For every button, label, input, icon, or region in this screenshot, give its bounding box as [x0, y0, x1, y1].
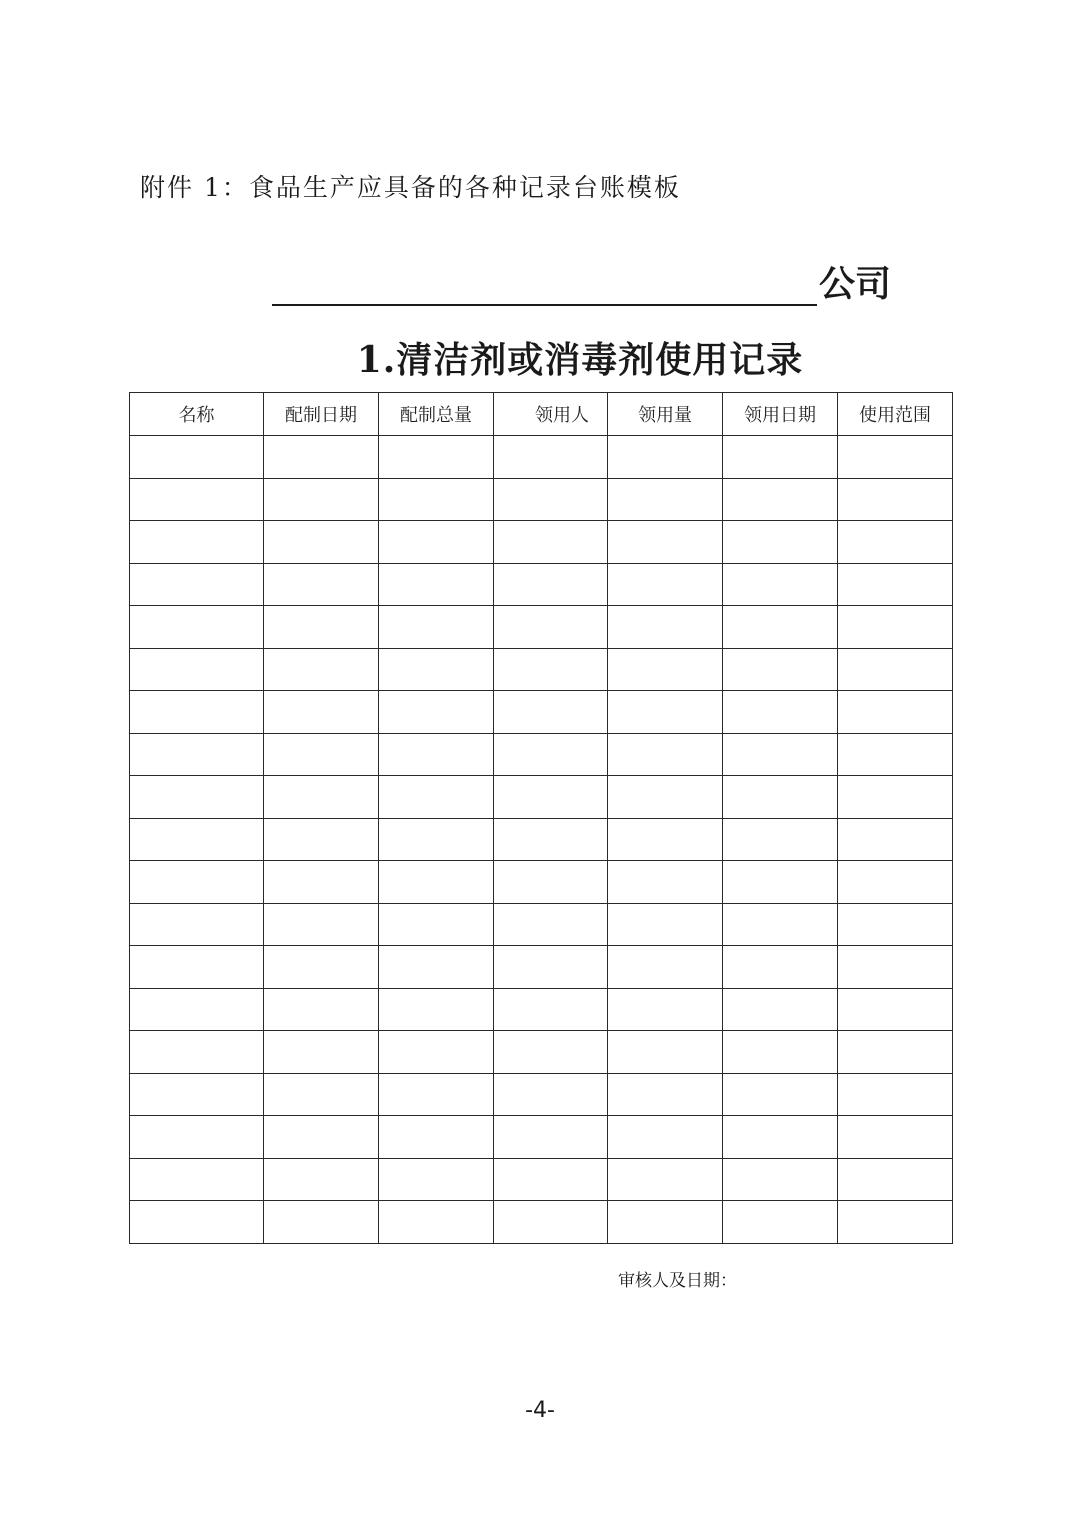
table-cell[interactable] — [130, 1201, 264, 1244]
table-cell[interactable] — [838, 1158, 953, 1201]
table-cell[interactable] — [608, 776, 723, 819]
table-cell[interactable] — [723, 563, 838, 606]
table-cell[interactable] — [608, 1201, 723, 1244]
table-cell[interactable] — [379, 1031, 494, 1074]
table-cell[interactable] — [608, 1116, 723, 1159]
table-cell[interactable] — [608, 691, 723, 734]
table-cell[interactable] — [723, 861, 838, 904]
table-cell[interactable] — [379, 606, 494, 649]
table-cell[interactable] — [264, 691, 379, 734]
page-number: -4- — [525, 1398, 555, 1423]
table-cell[interactable] — [264, 478, 379, 521]
table-row — [130, 903, 953, 946]
table-cell[interactable] — [608, 903, 723, 946]
table-cell[interactable] — [264, 1031, 379, 1074]
column-header-quantity: 领用量 — [608, 393, 723, 436]
table-row — [130, 1073, 953, 1116]
table-cell[interactable] — [379, 988, 494, 1031]
table-cell[interactable] — [838, 563, 953, 606]
table-cell[interactable] — [379, 733, 494, 776]
table-cell[interactable] — [494, 648, 608, 691]
table-cell[interactable] — [608, 1031, 723, 1074]
table-cell[interactable] — [130, 818, 264, 861]
table-cell[interactable] — [723, 606, 838, 649]
table-cell[interactable] — [264, 988, 379, 1031]
table-body — [130, 436, 953, 1244]
table-cell[interactable] — [379, 648, 494, 691]
table-cell[interactable] — [838, 988, 953, 1031]
table-cell[interactable] — [379, 691, 494, 734]
table-row — [130, 1116, 953, 1159]
column-header-usage-scope: 使用范围 — [838, 393, 953, 436]
table-cell[interactable] — [130, 1116, 264, 1159]
table-header-row — [130, 393, 953, 436]
table-cell[interactable] — [494, 733, 608, 776]
table-cell[interactable] — [379, 1073, 494, 1116]
table-cell[interactable] — [723, 818, 838, 861]
table-cell[interactable] — [264, 1201, 379, 1244]
table-cell[interactable] — [379, 1116, 494, 1159]
column-header-prep-total: 配制总量 — [379, 393, 494, 436]
table-cell[interactable] — [264, 1116, 379, 1159]
table-cell[interactable] — [608, 478, 723, 521]
table-cell[interactable] — [494, 818, 608, 861]
table-cell[interactable] — [264, 521, 379, 564]
table-cell[interactable] — [130, 691, 264, 734]
table-cell[interactable] — [838, 521, 953, 564]
table-cell[interactable] — [723, 988, 838, 1031]
table-cell[interactable] — [494, 903, 608, 946]
table-cell[interactable] — [379, 776, 494, 819]
column-header-recipient: 领用人 — [494, 393, 608, 436]
table-cell[interactable] — [838, 606, 953, 649]
table-row — [130, 818, 953, 861]
usage-record-table — [129, 392, 953, 1244]
table-cell[interactable] — [838, 436, 953, 479]
table-cell[interactable] — [494, 606, 608, 649]
table-cell[interactable] — [264, 606, 379, 649]
table-cell[interactable] — [130, 1031, 264, 1074]
company-name-line — [272, 262, 891, 306]
table-cell[interactable] — [723, 648, 838, 691]
table-cell[interactable] — [838, 733, 953, 776]
table-cell[interactable] — [264, 733, 379, 776]
table-row — [130, 521, 953, 564]
table-cell[interactable] — [379, 903, 494, 946]
table-cell[interactable] — [264, 818, 379, 861]
table-cell[interactable] — [379, 1201, 494, 1244]
table-cell[interactable] — [494, 691, 608, 734]
table-cell[interactable] — [723, 436, 838, 479]
table-cell[interactable] — [379, 946, 494, 989]
table-row — [130, 436, 953, 479]
company-suffix: 公司 — [819, 263, 892, 305]
table-cell[interactable] — [838, 1201, 953, 1244]
reviewer-date-label: 审核人及日期： — [618, 1271, 737, 1291]
table-cell[interactable] — [494, 988, 608, 1031]
table-cell[interactable] — [723, 1116, 838, 1159]
table-cell[interactable] — [723, 733, 838, 776]
table-cell[interactable] — [264, 563, 379, 606]
column-header-prep-date: 配制日期 — [264, 393, 379, 436]
column-header-collect-date: 领用日期 — [723, 393, 838, 436]
table-cell[interactable] — [608, 606, 723, 649]
company-name-blank[interactable] — [272, 264, 817, 306]
table-cell[interactable] — [264, 648, 379, 691]
table-cell[interactable] — [608, 1158, 723, 1201]
table-cell[interactable] — [130, 776, 264, 819]
table-cell[interactable] — [838, 776, 953, 819]
table-cell[interactable] — [608, 861, 723, 904]
table-row — [130, 1031, 953, 1074]
table-row — [130, 648, 953, 691]
table-cell[interactable] — [494, 563, 608, 606]
table-cell[interactable] — [723, 521, 838, 564]
table-cell[interactable] — [264, 1073, 379, 1116]
table-cell[interactable] — [494, 1116, 608, 1159]
table-cell[interactable] — [608, 521, 723, 564]
table-row — [130, 946, 953, 989]
table-cell[interactable] — [838, 691, 953, 734]
table-cell[interactable] — [379, 478, 494, 521]
table-cell[interactable] — [130, 606, 264, 649]
table-cell[interactable] — [723, 1073, 838, 1116]
attachment-heading: 附件 1：食品生产应具备的各种记录台账模板 — [140, 173, 681, 202]
table-cell[interactable] — [838, 861, 953, 904]
table-cell[interactable] — [379, 521, 494, 564]
table-cell[interactable] — [608, 818, 723, 861]
table-cell[interactable] — [608, 563, 723, 606]
table-cell[interactable] — [723, 1031, 838, 1074]
table-cell[interactable] — [838, 1073, 953, 1116]
table-cell[interactable] — [494, 478, 608, 521]
table-cell[interactable] — [130, 861, 264, 904]
table-cell[interactable] — [130, 1073, 264, 1116]
table-cell[interactable] — [130, 733, 264, 776]
column-header-name: 名称 — [130, 393, 264, 436]
table-cell[interactable] — [838, 946, 953, 989]
table-cell[interactable] — [494, 1031, 608, 1074]
table-row — [130, 1201, 953, 1244]
table-cell[interactable] — [838, 1116, 953, 1159]
table-cell[interactable] — [608, 648, 723, 691]
table-cell[interactable] — [838, 1031, 953, 1074]
table-cell[interactable] — [494, 1073, 608, 1116]
table-row — [130, 988, 953, 1031]
table-cell[interactable] — [838, 903, 953, 946]
table-row — [130, 733, 953, 776]
table-cell[interactable] — [264, 946, 379, 989]
table-cell[interactable] — [608, 988, 723, 1031]
table-cell[interactable] — [494, 1158, 608, 1201]
table-row — [130, 691, 953, 734]
table-cell[interactable] — [838, 478, 953, 521]
table-cell[interactable] — [723, 946, 838, 989]
table-row — [130, 1158, 953, 1201]
table-cell[interactable] — [264, 861, 379, 904]
table-cell[interactable] — [723, 478, 838, 521]
table-cell[interactable] — [608, 733, 723, 776]
table-cell[interactable] — [608, 1073, 723, 1116]
table-cell[interactable] — [130, 563, 264, 606]
table-cell[interactable] — [379, 861, 494, 904]
table-row — [130, 606, 953, 649]
table-cell[interactable] — [723, 1201, 838, 1244]
table-cell[interactable] — [264, 903, 379, 946]
table-cell[interactable] — [494, 436, 608, 479]
table-cell[interactable] — [130, 521, 264, 564]
table-row — [130, 861, 953, 904]
table-cell[interactable] — [130, 648, 264, 691]
table-cell[interactable] — [130, 1158, 264, 1201]
table-cell[interactable] — [494, 1201, 608, 1244]
table-cell[interactable] — [838, 818, 953, 861]
table-cell[interactable] — [264, 776, 379, 819]
table-cell[interactable] — [379, 563, 494, 606]
table-cell[interactable] — [608, 946, 723, 989]
table-cell[interactable] — [130, 436, 264, 479]
table-row — [130, 563, 953, 606]
table-cell[interactable] — [494, 521, 608, 564]
table-cell[interactable] — [130, 946, 264, 989]
table-cell[interactable] — [379, 436, 494, 479]
table-cell[interactable] — [379, 818, 494, 861]
table-cell[interactable] — [723, 903, 838, 946]
table-row — [130, 776, 953, 819]
table-cell[interactable] — [723, 776, 838, 819]
table-cell[interactable] — [608, 436, 723, 479]
table-cell[interactable] — [494, 861, 608, 904]
table-cell[interactable] — [379, 1158, 494, 1201]
table-cell[interactable] — [723, 1158, 838, 1201]
record-title: 1.清洁剂或消毒剂使用记录 — [356, 339, 804, 381]
table-cell[interactable] — [494, 776, 608, 819]
table-cell[interactable] — [494, 946, 608, 989]
table-cell[interactable] — [838, 648, 953, 691]
table-cell[interactable] — [723, 691, 838, 734]
table-cell[interactable] — [264, 1158, 379, 1201]
table-cell[interactable] — [130, 903, 264, 946]
table-cell[interactable] — [130, 988, 264, 1031]
table-row — [130, 478, 953, 521]
table-cell[interactable] — [130, 478, 264, 521]
table-cell[interactable] — [264, 436, 379, 479]
